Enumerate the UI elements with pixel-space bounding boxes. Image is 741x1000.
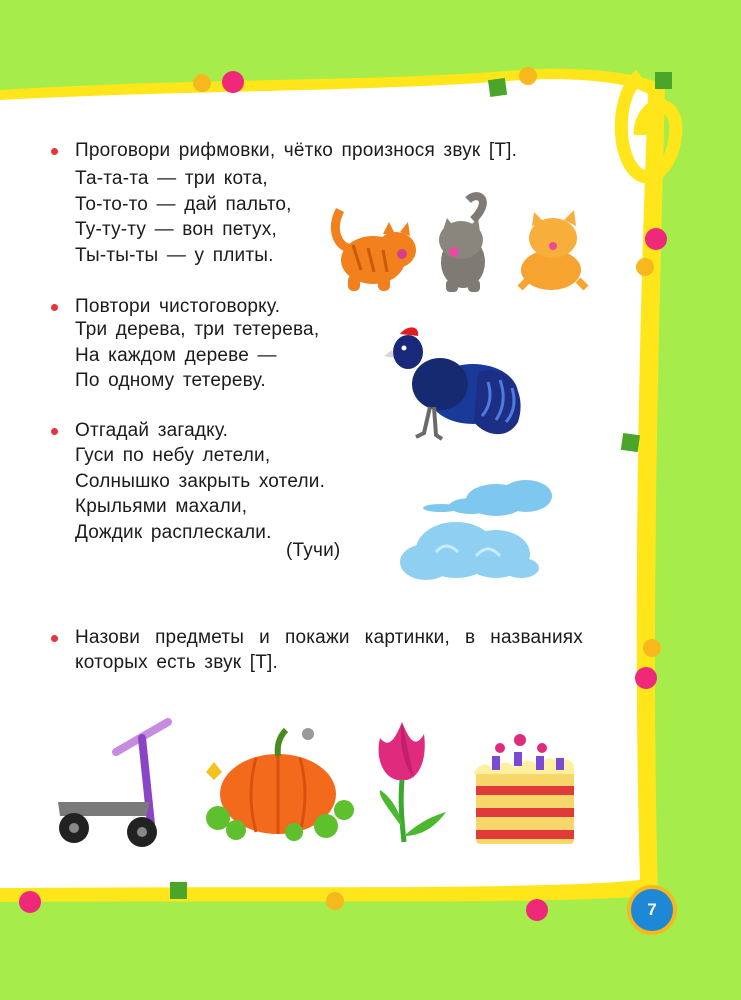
riddle-line: Солнышко закрыть хотели. [75, 470, 326, 492]
cats-icon [328, 190, 590, 298]
bullet-icon [51, 148, 58, 155]
square-decoration [170, 882, 187, 899]
clouds-icon [396, 472, 562, 602]
bullet-icon [51, 635, 58, 642]
task3-riddle [75, 443, 325, 545]
twister-line: По одному тетереву. [75, 370, 266, 391]
riddle-answer: (Тучи) [286, 540, 341, 561]
task2-instruction: Повтори чистоговорку. [75, 296, 281, 317]
dot-decoration [635, 667, 657, 689]
twister-line: Три дерева, три тетерева, [75, 319, 320, 340]
page-number-badge: 7 [627, 885, 677, 935]
dot-decoration [526, 899, 548, 921]
task1-rhyme [75, 166, 292, 268]
dot-decoration [193, 74, 211, 92]
bullet-icon [51, 304, 58, 311]
twister-line: На каждом дереве — [75, 344, 277, 366]
riddle-line: Гуси по небу летели, [75, 445, 271, 466]
pumpkin-icon [196, 722, 356, 844]
tulip-icon [370, 718, 450, 846]
task4-instruction-line2: которых есть звук [Т]. [75, 652, 279, 673]
rhyme-line: Ты-ты-ты — у плиты. [75, 244, 274, 266]
rhyme-line: Та-та-та — три кота, [75, 168, 268, 189]
dot-decoration [326, 892, 344, 910]
square-decoration [655, 72, 672, 89]
square-decoration [621, 433, 640, 452]
square-decoration [488, 78, 507, 97]
dot-decoration [645, 228, 667, 250]
task2-tongue-twister [75, 317, 319, 394]
dot-decoration [519, 67, 537, 85]
riddle-line: Дождик расплескали. [75, 521, 272, 543]
dot-decoration [19, 891, 41, 913]
cake-icon [470, 734, 580, 848]
riddle-line: Крыльями махали, [75, 496, 248, 517]
scooter-icon [56, 716, 178, 852]
grouse-icon [378, 322, 528, 446]
task1-instruction: Проговори рифмовки, чётко произнося звук [Т]. [75, 140, 518, 161]
bullet-icon [51, 428, 58, 435]
rhyme-line: Ту-ту-ту — вон петух, [75, 219, 277, 240]
dot-decoration [636, 258, 654, 276]
rhyme-line: То-то-то — дай пальто, [75, 193, 292, 215]
dot-decoration [222, 71, 244, 93]
task3-instruction: Отгадай загадку. [75, 420, 229, 441]
dot-decoration [643, 639, 661, 657]
task4-instruction-line1: Назови предметы и покажи картинки, в названиях [75, 627, 583, 648]
